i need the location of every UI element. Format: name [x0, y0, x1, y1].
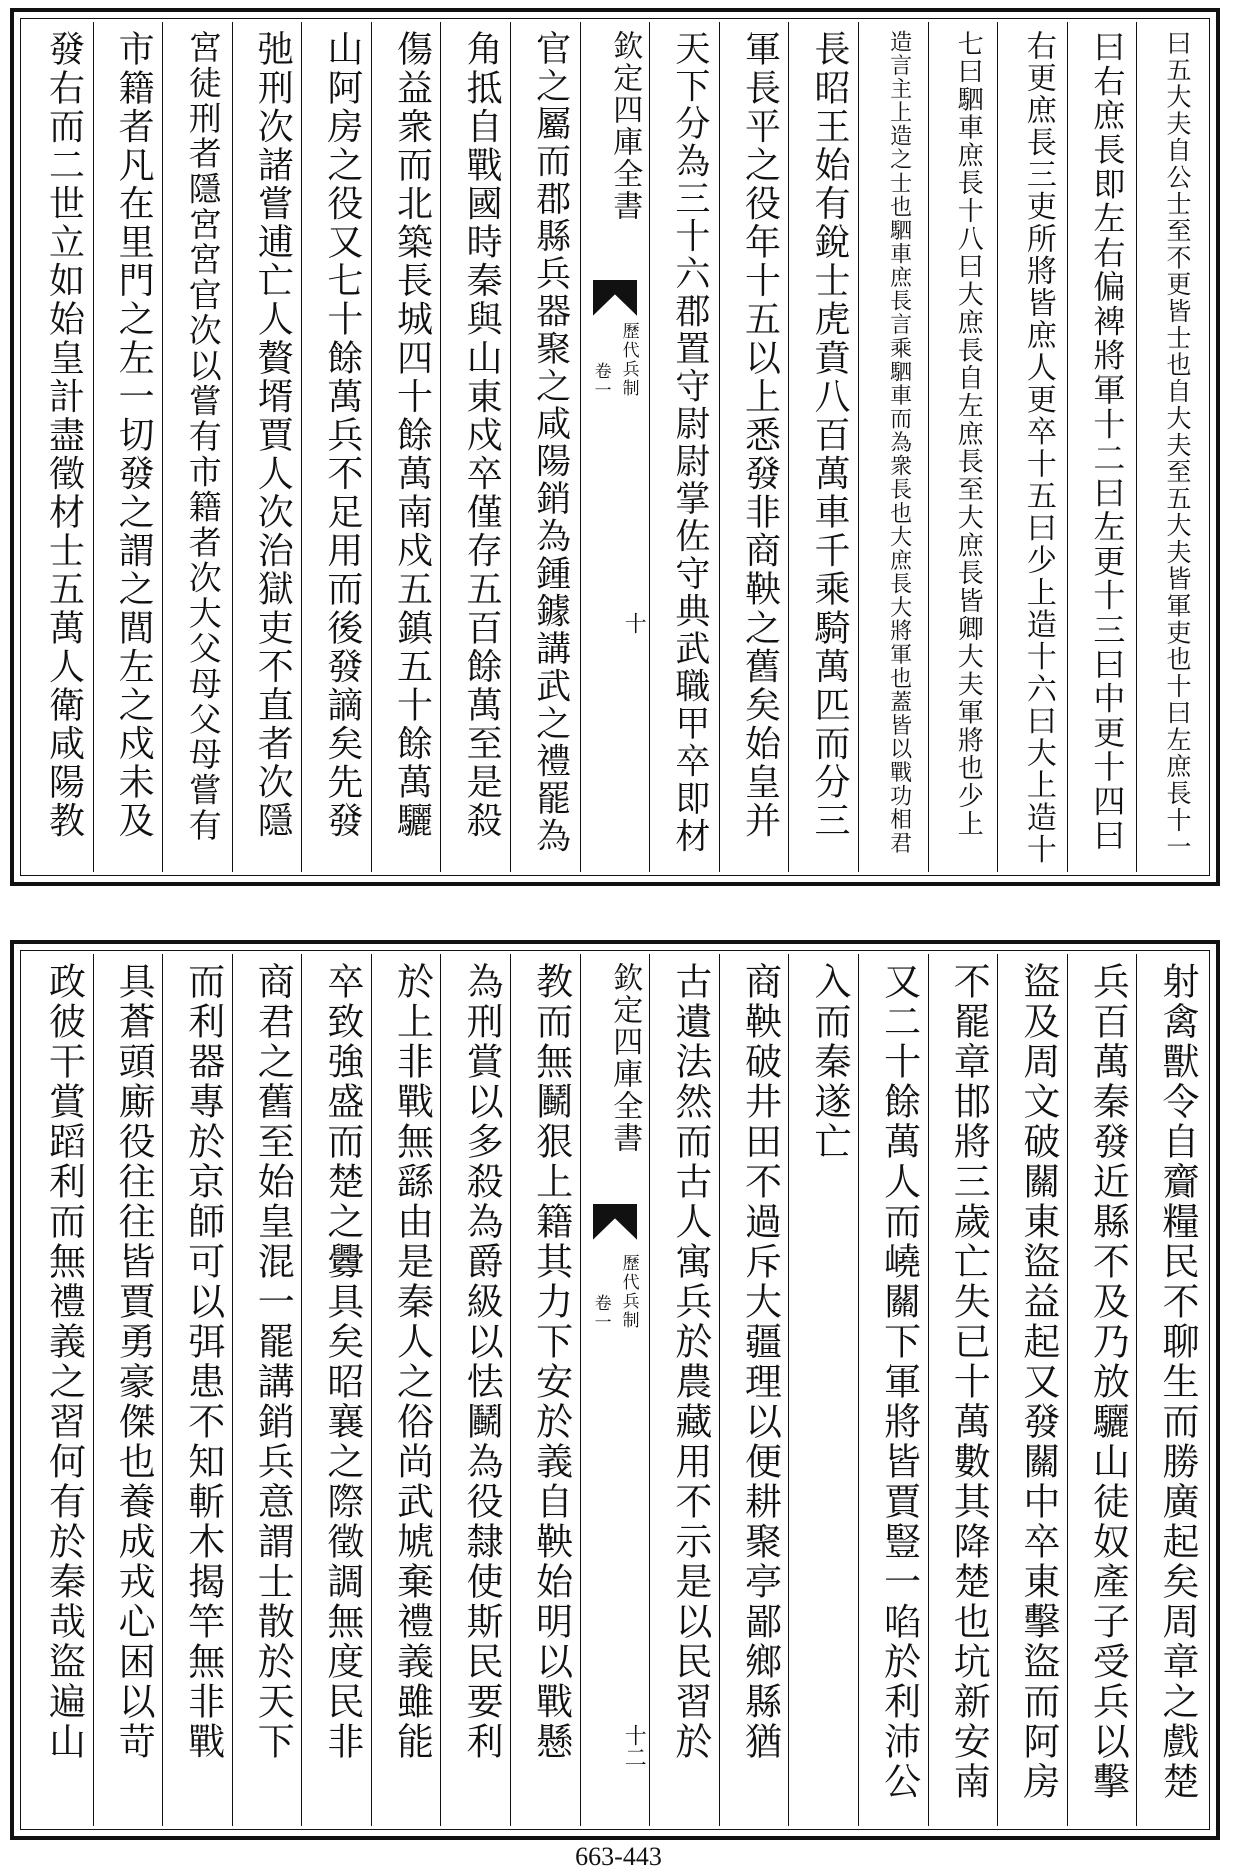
text-column: 政彼干賞蹈利而無禮義之習何有於秦哉盜遍山 — [42, 962, 86, 1762]
text-column: 市籍者凡在里門之左一切發之謂之閭左之戍未及 — [93, 22, 163, 872]
text-column: 具蒼頭廝役往往皆賈勇豪傑也養成戎心困以苛 — [93, 954, 163, 1826]
page-number: 十 — [621, 612, 647, 634]
text-column: 軍長平之役年十五以上悉發非商鞅之舊矣始皇并 — [719, 22, 789, 872]
text-column: 造言主上造之士也駟車庶長言乘駟車而為衆長也大庶長大將軍也蓋皆以戰功相君 — [858, 22, 928, 872]
text-column: 教而無鬭狠上籍其力下安於義自鞅始明以戰懸 — [510, 954, 580, 1826]
columns-bottom — [24, 954, 1206, 1826]
text-column: 官之屬而郡縣兵器聚之咸陽銷為鍾鐻講武之禮罷為 — [510, 22, 580, 872]
text-column: 古遺法然而古人寓兵於農藏用不示是以民習於 — [649, 954, 719, 1826]
text-column: 卒致強盛而楚之釁具矣昭襄之際徵調無度民非 — [301, 954, 371, 1826]
page-bottom — [10, 940, 1220, 1840]
text-column: 七曰駟車庶長十八曰大庶長自左庶長至大庶長皆卿大夫軍將也少上 — [928, 22, 998, 872]
text-column: 弛刑次諸嘗逋亡人贅壻賈人次治獄吏不直者次隱 — [232, 22, 302, 872]
banner-volume: 卷一 — [590, 362, 611, 400]
text-column: 於上非戰無繇由是秦人之俗尚武虓棄禮義雖能 — [371, 954, 441, 1826]
columns-top — [24, 22, 1206, 872]
text-column: 商君之舊至始皇混一罷講銷兵意謂士散於天下 — [232, 954, 302, 1826]
text-column: 天下分為三十六郡置守尉尉掌佐守典武職甲卒即材 — [649, 22, 719, 872]
text-column: 為刑賞以多殺為爵級以怯鬭為役隸使斯民要利 — [440, 954, 510, 1826]
page-top — [10, 8, 1220, 886]
text-column: 傷益衆而北築長城四十餘萬南戍五鎮五十餘萬驪 — [371, 22, 441, 872]
banner-title: 欽定四庫全書 — [607, 962, 643, 1154]
text-column: 又二十餘萬人而嶢關下軍將皆賈豎一啗於利沛公 — [858, 954, 928, 1826]
page-number: 十二 — [621, 1724, 647, 1768]
banner-subtitle: 歷代兵制 — [618, 322, 639, 398]
text-column: 而利器專於京師可以弭患不知斬木揭竿無非戰 — [162, 954, 232, 1826]
text-column: 不罷章邯將三歲亡失已十萬數其降楚也坑新安南 — [928, 954, 998, 1826]
footer-page-code: 663-443 — [575, 1842, 662, 1871]
text-column: 山阿房之役又七十餘萬兵不足用而後發謫矣先發 — [301, 22, 371, 872]
text-column: 長昭王始有銳士虎賁八百萬車千乘騎萬匹而分三 — [788, 22, 858, 872]
text-column: 商鞅破井田不過斥大疆理以便耕聚亭鄙鄉縣猶 — [719, 954, 789, 1826]
text-column: 宮徒刑者隱宮宮官次以嘗有市籍者次大父母父母嘗有 — [162, 22, 232, 872]
fish-tail-mark — [593, 280, 638, 316]
text-column: 發右而二世立如始皇計盡徵材士五萬人衛咸陽教 — [43, 30, 85, 840]
banner-column — [580, 954, 650, 1826]
text-column: 右更庶長三吏所將皆庶人更卒十五曰少上造十六曰大上造十 — [997, 22, 1067, 872]
text-column: 入而秦遂亡 — [788, 954, 858, 1826]
banner-volume: 卷一 — [590, 1294, 611, 1332]
banner-column — [580, 22, 650, 872]
fish-tail-mark — [593, 1204, 638, 1240]
text-column: 曰右庶長即左右偏裨將軍十二曰左更十三曰中更十四曰 — [1067, 22, 1137, 872]
text-column: 射禽獸令自齎糧民不聊生而勝廣起矣周章之戲楚 — [1136, 954, 1206, 1826]
banner-title: 欽定四庫全書 — [607, 30, 643, 222]
text-column: 兵百萬秦發近縣不及乃放驪山徒奴產子受兵以擊 — [1067, 954, 1137, 1826]
text-column: 角抵自戰國時秦與山東戍卒僅存五百餘萬至是殺 — [440, 22, 510, 872]
text-column: 曰五大夫自公士至不更皆士也自大夫至五大夫皆軍吏也十曰左庶長十一 — [1136, 22, 1206, 872]
banner-subtitle: 歷代兵制 — [618, 1254, 639, 1330]
text-column: 盜及周文破關東盜益起又發關中卒東擊盜而阿房 — [997, 954, 1067, 1826]
